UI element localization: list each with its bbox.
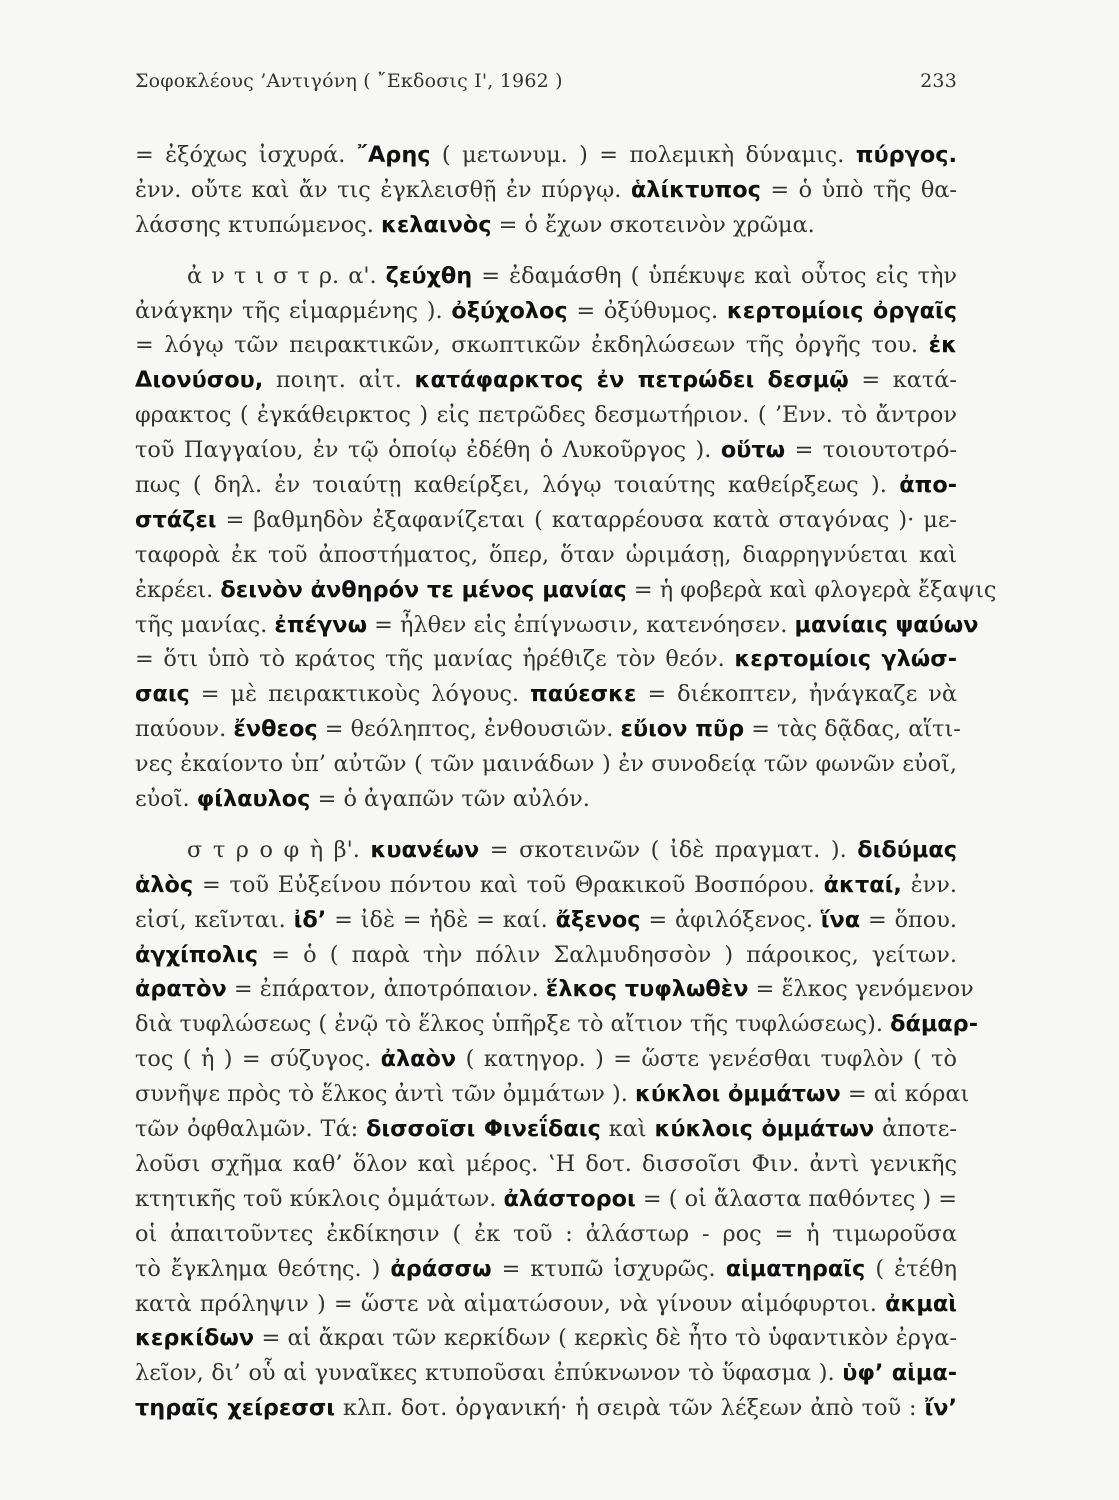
running-header [135, 70, 957, 92]
lemma-term: οὕτω [720, 437, 786, 464]
lemma-term: κύκλοις ὀμμάτων [654, 1116, 875, 1143]
lemma-term: πύργος. [855, 142, 958, 168]
text-line [135, 1217, 957, 1252]
lemma-term: ὑφ’ αἱμα- [842, 1360, 957, 1387]
lemma-term: αἱματηραῖς [725, 1255, 866, 1282]
gloss-text: ἀνάγκην τῆς εἱμαρμένης ). [135, 297, 452, 324]
gloss-text: = ἀφιλόξενος. [640, 906, 821, 933]
lemma-term: ἀρατὸν [135, 976, 227, 1003]
gloss-text: = λόγῳ τῶν πειρακτικῶν, σκωπτικῶν ἐκδηλώσεων τῆς ὀργῆς του. [135, 332, 929, 359]
text-line [135, 608, 979, 643]
gloss-text: κτητικῆς τοῦ κύκλοις ὀμμάτων. [135, 1185, 504, 1212]
gloss-text: παύουν. [135, 716, 234, 743]
text-line [135, 138, 957, 173]
lemma-term: ἀλάστοροι [503, 1185, 636, 1212]
gloss-text: = ὁ ὑπὸ τῆς θα- [760, 176, 957, 203]
gloss-text: ἀποτε- [874, 1116, 957, 1143]
text-line [135, 1042, 957, 1077]
text-line [135, 642, 957, 677]
text-line [135, 173, 957, 208]
lemma-term: κερτομίοις ὀργαῖς [726, 297, 957, 324]
running-title: Σοφοκλέους ’Αντιγόνη ( ῎Εκδοσις Ι', 1962 ) [135, 70, 563, 92]
text-line [135, 328, 957, 363]
gloss-text: ἀ ν τ ι σ τ ρ. α'. [187, 262, 386, 289]
lemma-term: ἔνθεος [233, 716, 318, 743]
lemma-term: δισσοῖσι Φινεΐδαις [366, 1116, 601, 1143]
gloss-text: ἐνν. [901, 871, 957, 898]
lemma-term: Διονύσου, [135, 367, 264, 394]
text-line [135, 1287, 957, 1322]
lemma-term: ἀπο- [899, 472, 957, 499]
lemma-term: κερκίδων [135, 1325, 255, 1352]
gloss-text: = ὁ ( παρὰ τὴν πόλιν Σαλμυδησσὸν ) πάροικος, γείτων. [258, 941, 957, 968]
text-line [135, 903, 957, 938]
gloss-text: = αἱ κόραι [840, 1081, 970, 1108]
gloss-text: = διέκοπτεν, ἠνάγκαζε νὰ [636, 681, 957, 708]
gloss-text: = ὁ ἀγαπῶν τῶν αὐλόν. [310, 786, 590, 813]
text-line [135, 538, 957, 573]
gloss-text: λεῖον, δι’ οὗ αἱ γυναῖκες κτυποῦσαι ἐπύκνωνον τὸ ὕφασμα ). [135, 1360, 843, 1387]
lemma-term: ἀράσσω [390, 1255, 492, 1282]
paragraph [135, 259, 997, 817]
gloss-text: = τὰς δᾷδας, αἵτι- [744, 716, 961, 743]
gloss-text: = ὅπου. [860, 906, 957, 933]
gloss-text: = ἐξόχως ἰσχυρά. [135, 142, 357, 168]
text-line [135, 1391, 957, 1426]
lemma-term: κερτομίοις γλώσ- [734, 646, 957, 673]
gloss-text: πως ( δηλ. ἐν τοιαύτῃ καθείρξει, λόγῳ τοιαύτης καθείρξεως ). [135, 472, 900, 499]
text-line [135, 433, 957, 468]
gloss-text: λοῦσι σχῆμα καθ’ ὅλον καὶ μέρος. ‛Η δοτ. δισσοῖσι Φιν. ἀντὶ γενικῆς [135, 1150, 957, 1177]
gloss-text: σ τ ρ ο φ ὴ β'. [187, 836, 371, 863]
text-line [135, 1077, 970, 1112]
gloss-text: = ( οἱ ἄλαστα παθόντες ) = [635, 1185, 957, 1212]
lemma-term: παύεσκε [529, 681, 637, 708]
lemma-term: ἄξενος [555, 906, 641, 933]
lemma-term: ἀγχίπολις [135, 941, 259, 968]
text-line [135, 1147, 957, 1182]
text-line [135, 677, 957, 712]
gloss-text: συνῆψε πρὸς τὸ ἕλκος ἀντὶ τῶν ὀμμάτων ). [135, 1081, 635, 1108]
text-line [135, 747, 957, 782]
lemma-term: ζεύχθη [385, 262, 473, 289]
gloss-text: ( κατηγορ. ) = ὥστε γενέσθαι τυφλὸν ( τὸ [456, 1046, 958, 1073]
gloss-text: = κατά- [848, 367, 957, 394]
lemma-term: ῎Αρης [356, 142, 431, 168]
gloss-text: τῶν ὀφθαλμῶν. Τά: [135, 1116, 366, 1143]
gloss-text: ἐνν. οὔτε καὶ ἄν τις ἐγκλεισθῇ ἐν πύργῳ. [135, 176, 631, 203]
text-line [135, 833, 957, 868]
lemma-term: ἀκμαὶ [885, 1290, 957, 1317]
paragraph [135, 138, 957, 243]
lemma-term: κύκλοι ὀμμάτων [634, 1081, 841, 1108]
lemma-term: ἁλίκτυπος [630, 176, 761, 203]
gloss-text: = σκοτεινῶν ( ἰδὲ πραγματ. ). [479, 836, 858, 863]
gloss-text: = ἡ φοβερὰ καὶ φλογερὰ ἔξαψις [626, 576, 997, 603]
gloss-text: λάσσης κτυπώμενος. [135, 211, 381, 238]
text-line [135, 1252, 957, 1287]
text-line [135, 972, 974, 1007]
lemma-term: κατάφαρκτος ἐν πετρώδει δεσμῷ [414, 367, 849, 394]
gloss-text: διὰ τυφλώσεως ( ἐνῷ τὸ ἕλκος ὑπῆρξε τὸ αἴτιον τῆς τυφλώσεως). [135, 1011, 891, 1038]
gloss-text: ( ἐτέθη [865, 1255, 957, 1282]
text-line [135, 259, 957, 294]
lemma-term: εὔιον πῦρ [620, 716, 745, 743]
lemma-term: ἴν’ [924, 1395, 958, 1422]
lemma-term: σαις [135, 681, 190, 708]
lemma-term: κυανέων [370, 836, 480, 863]
gloss-text: καὶ [600, 1116, 655, 1143]
lemma-term: ἀκταί, [823, 871, 902, 898]
gloss-text: = βαθμηδὸν ἐξαφανίζεται ( καταρρέουσα κατὰ σταγόνας )· με- [216, 506, 957, 533]
text-line [135, 782, 957, 817]
gloss-text: τῆς μανίας. [135, 611, 275, 638]
gloss-text: φρακτος ( ἐγκάθειρκτος ) εἰς πετρῶδες δεσμωτήριον. ( ’Ενν. τὸ ἄντρον [135, 402, 957, 429]
lemma-term: τηραῖς χείρεσσι [135, 1395, 335, 1422]
gloss-text: = ἕλκος γενόμενον [748, 976, 974, 1003]
lemma-term: στάζει [135, 506, 217, 533]
text-line [135, 712, 961, 747]
text-line [135, 363, 957, 398]
gloss-text: = ἐδαμάσθη ( ὑπέκυψε καὶ οὗτος εἰς τὴν [472, 262, 957, 289]
page-number: 233 [920, 70, 957, 92]
gloss-text: = ὀξύθυμος. [567, 297, 727, 324]
text-line [135, 294, 957, 329]
text-line [135, 938, 957, 973]
gloss-text: = ἐπάρατον, ἀποτρόπαιον. [226, 976, 546, 1003]
gloss-text: εἰσί, κεῖνται. [135, 906, 294, 933]
gloss-text: = αἱ ἄκραι τῶν κερκίδων ( κερκὶς δὲ ἦτο τὸ ὑφαντικὸν ἐργα- [254, 1325, 957, 1352]
gloss-text: = τοιουτοτρό- [785, 437, 958, 464]
gloss-text: = κτυπῶ ἰσχυρῶς. [491, 1255, 726, 1282]
gloss-text: κλπ. δοτ. ὀργανική· ἡ σειρὰ τῶν λέξεων ἀπὸ τοῦ : [335, 1395, 925, 1422]
lemma-term: δάμαρ- [890, 1011, 979, 1038]
gloss-text: = τοῦ Εὐξείνου πόντου καὶ τοῦ Θρακικοῦ Βοσπόρου. [193, 871, 824, 898]
gloss-text: = ἦλθεν εἰς ἐπίγνωσιν, κατενόησεν. [367, 611, 795, 638]
text-line [135, 208, 957, 243]
lemma-term: ἐπέγνω [274, 611, 368, 638]
page-body [135, 138, 997, 1426]
lemma-term: ὀξύχολος [451, 297, 568, 324]
text-line [135, 1356, 957, 1391]
lemma-term: ἐκ [928, 332, 957, 359]
gloss-text: = ὁ ἔχων σκοτεινὸν χρῶμα. [491, 211, 815, 238]
gloss-text: ταφορὰ ἐκ τοῦ ἀποστήματος, ὅπερ, ὅταν ὡριμάσῃ, διαρρηγνύεται καὶ [135, 541, 957, 568]
gloss-text: ἐκρέει. [135, 576, 221, 603]
lemma-term: ἵνα [820, 906, 861, 933]
text-line [135, 1321, 957, 1356]
text-line [135, 1182, 957, 1217]
text-line [135, 1007, 979, 1042]
text-line [135, 868, 957, 903]
paragraph [135, 833, 979, 1426]
gloss-text: κατὰ πρόληψιν ) = ὥστε νὰ αἱματώσουν, νὰ γίνουν αἱμόφυρτοι. [135, 1290, 886, 1317]
gloss-text: ( μετωνυμ. ) = πολεμικὴ δύναμις. [430, 142, 856, 168]
text-line [135, 1112, 957, 1147]
gloss-text: οἱ ἀπαιτοῦντες ἐκδίκησιν ( ἐκ τοῦ : ἀλάστωρ - ρος = ἡ τιμωροῦσα [135, 1220, 957, 1247]
lemma-term: ἀλαὸν [380, 1046, 457, 1073]
gloss-text: τὸ ἔγκλημα θεότης. ) [135, 1255, 391, 1282]
gloss-text: = μὲ πειρακτικοὺς λόγους. [189, 681, 530, 708]
gloss-text: = ἰδὲ = ἠδὲ = καί. [326, 906, 556, 933]
lemma-term: φίλαυλος [196, 786, 311, 813]
lemma-term: δεινὸν ἀνθηρόν τε μένος μανίας [220, 576, 627, 603]
lemma-term: ἁλὸς [135, 871, 194, 898]
gloss-text: εὐοῖ. [135, 786, 197, 813]
lemma-term: κελαινὸς [380, 211, 492, 238]
gloss-text: = ὅτι ὑπὸ τὸ κράτος τῆς μανίας ἠρέθιζε τὸν θεόν. [135, 646, 735, 673]
lemma-term: ἕλκος τυφλωθὲν [545, 976, 749, 1003]
text-line [135, 503, 957, 538]
gloss-text: νες ἐκαίοντο ὑπ’ αὐτῶν ( τῶν μαινάδων ) ἐν συνοδείᾳ τῶν φωνῶν εὐοῖ, [135, 751, 957, 778]
lemma-term: ἰδ’ [293, 906, 327, 933]
text-line [135, 468, 957, 503]
gloss-text: τος ( ἡ ) = σύζυγος. [135, 1046, 381, 1073]
gloss-text: ποιητ. αἰτ. [263, 367, 415, 394]
lemma-term: διδύμας [857, 836, 957, 863]
gloss-text: τοῦ Παγγαίου, ἐν τῷ ὁποίῳ ἐδέθη ὁ Λυκοῦργος ). [135, 437, 721, 464]
text-line [135, 398, 957, 433]
lemma-term: μανίαις ψαύων [794, 611, 979, 638]
gloss-text: = θεόληπτος, ἐνθουσιῶν. [317, 716, 621, 743]
text-line [135, 573, 997, 608]
